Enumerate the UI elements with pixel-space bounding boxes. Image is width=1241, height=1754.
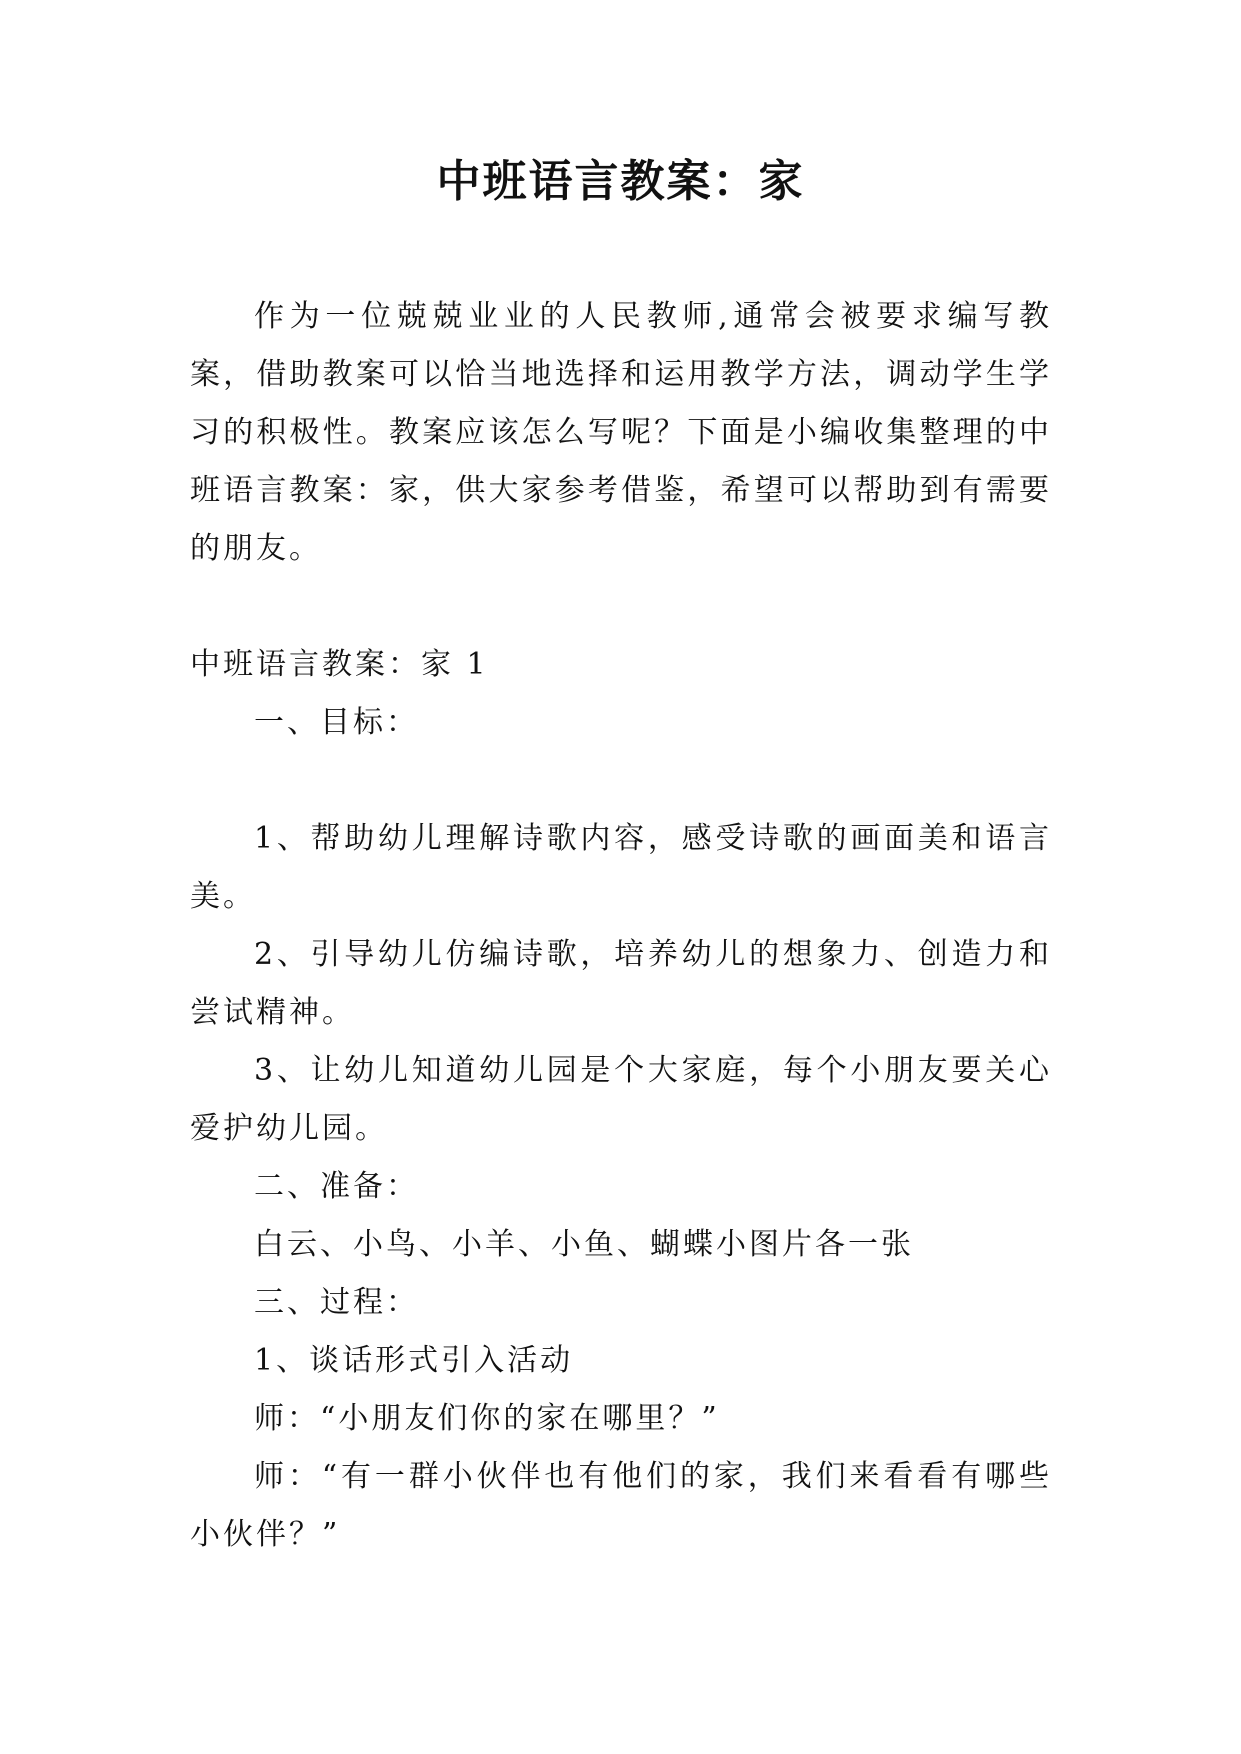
process-item-2: 师：“小朋友们你的家在哪里？”: [254, 1401, 720, 1436]
prep-text: 白云、小鸟、小羊、小鱼、蝴蝶小图片各一张: [254, 1227, 914, 1262]
process-item-3: 师：“有一群小伙伴也有他们的家，我们来看看有哪些小伙伴？”: [190, 1459, 1052, 1552]
goals-heading: 一、目标：: [254, 705, 419, 740]
section-heading: 中班语言教案：家 1: [190, 647, 489, 682]
intro-paragraph: 作为一位兢兢业业的人民教师,通常会被要求编写教案，借助教案可以恰当地选择和运用教学方法，调动学生学习的积极性。教案应该怎么写呢？下面是小编收集整理的中班语言教案：家，供大家参考借鉴，希望可以帮助到有需要的朋友。: [190, 299, 1052, 566]
process-item-1: 1、谈话形式引入活动: [254, 1343, 574, 1378]
goal-item-1: 1、帮助幼儿理解诗歌内容，感受诗歌的画面美和语言美。: [190, 821, 1052, 914]
document-title: 中班语言教案：家: [436, 156, 805, 207]
document-body: [190, 288, 1052, 1564]
goal-item-3: 3、让幼儿知道幼儿园是个大家庭，每个小朋友要关心爱护幼儿园。: [190, 1053, 1052, 1146]
goal-item-2: 2、引导幼儿仿编诗歌，培养幼儿的想象力、创造力和尝试精神。: [190, 937, 1052, 1030]
process-heading: 三、过程：: [254, 1285, 419, 1320]
prep-heading: 二、准备：: [254, 1169, 419, 1204]
